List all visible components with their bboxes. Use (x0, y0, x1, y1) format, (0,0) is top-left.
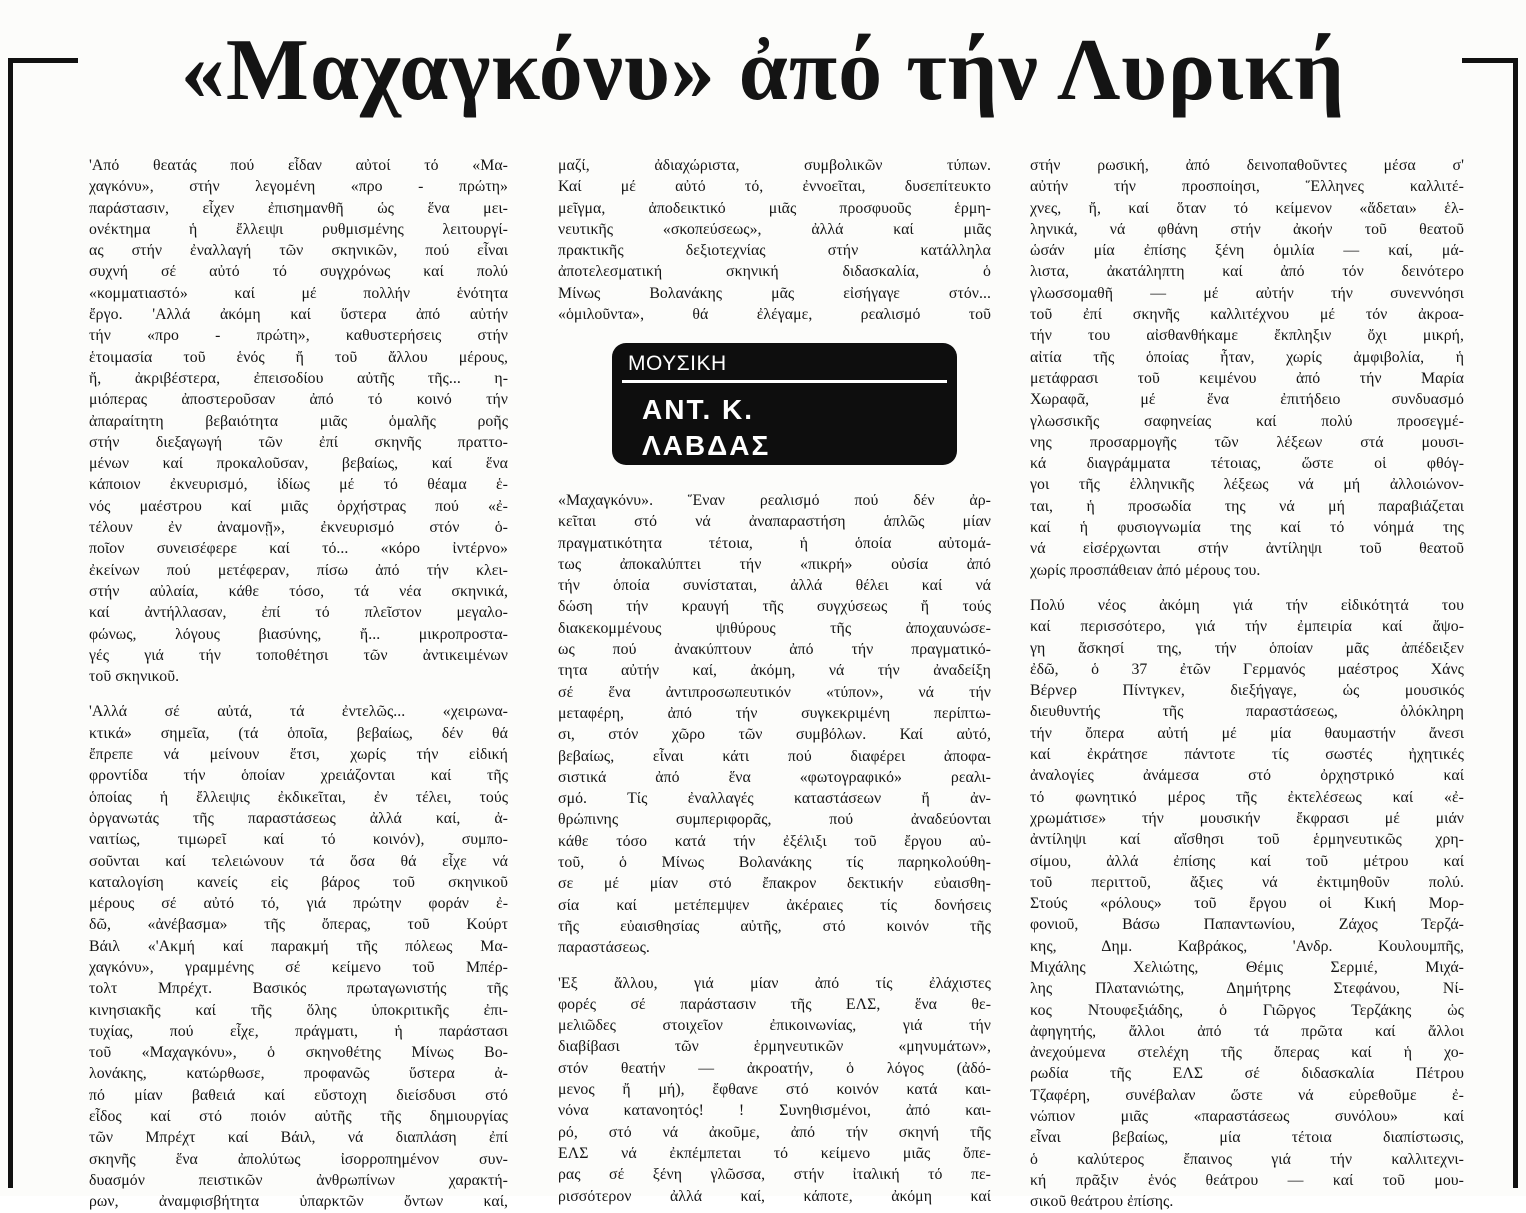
text-line: νά εἰσέρχωνται στήν ἀντίληψι τοῦ θεατοῦ (1030, 540, 1464, 558)
text-line: τως ἀποκαλύπτει τήν «πικρή» οὐσία ἀπό (558, 555, 991, 573)
headline (0, 22, 1526, 119)
text-line: ως πού ἀνακύπτουν ἀπό τήν πραγματικό- (558, 641, 991, 659)
text-line: Χωραφᾶ, μέ ἕνα ἐπιτήδειο συνδυασμό (1030, 391, 1464, 409)
text-line: νός μαέστρου καί μιᾶς ὀρχήστρας πού «ἐ- (89, 497, 508, 515)
text-line: τῶν Μπρέχτ καί Βάιλ, νά διαπλάση ἐπί (89, 1129, 508, 1147)
text-line: ἀπαραίτητη βεβαιότητα μιᾶς ὁμαλῆς ροῆς (89, 412, 508, 430)
text-line: τοῦ ἐπί σκηνῆς καλλιτέχνου μέ τόν ἀκροα- (1030, 306, 1464, 324)
text-line: σιστικά ἀπό ἕνα «φωτογραφικό» ρεαλι- (558, 768, 991, 786)
text-line: κτικά» σημεῖα, (τά ὁποῖα, βεβαίως, δέν θά (89, 724, 508, 742)
text-line: διευθυντής τῆς παραστάσεως, ὁλόκληρη (1030, 703, 1464, 721)
headline-text: «Μαχαγκόνυ» ἀπό τήν Λυρική (175, 22, 1351, 119)
text-line: τήν του αἰσθανθήκαμε ἔκπληξιν ὄχι μικρή, (1030, 327, 1464, 345)
paragraph-gap (558, 959, 991, 973)
text-line: ἤ, ἀκριβέστερα, ἐπεισοδίου αὐτῆς τῆς... η- (89, 369, 508, 387)
text-line: ται, ἡ προσωδία της νά μή παραβιάζεται (1030, 497, 1464, 515)
text-line: χαγκόνυ», γραμμένης σέ κείμενο τοῦ Μπέρ- (89, 958, 508, 976)
text-line: συχνή σέ αὐτό τό συγχρόνως καί πολύ (89, 263, 508, 281)
text-line: γλωσσομαθῆ — μέ αὐτήν τήν συνεννόησι (1030, 284, 1464, 302)
text-line: ποῖον συνεισέφερε καί τό... «κόρο ἰντέρνο» (89, 540, 508, 558)
text-line: διακεκομμένους ψιθύρους τῆς ἀποχαυνώσε- (558, 619, 991, 637)
text-line: «ὁμιλοῦντα», θά ἐλέγαμε, ρεαλισμό τοῦ (558, 306, 991, 324)
text-line: λιστα, ἀκατάληπτη καί ἀπό τόν δεινότερο (1030, 263, 1464, 281)
text-line: ἐκείνων πού μετέφεραν, πίσω ἀπό τήν κλει- (89, 561, 508, 579)
text-line: γοι τῆς ἑλληνικῆς λέξεως νά μή ἀλλοιώνον- (1030, 476, 1464, 494)
text-line: ἀφηγητής, ἄλλοι ἀπό τά πρῶτα καί ἄλλοι (1030, 1022, 1464, 1040)
text-line: τολτ Μπρέχτ. Βασικός πρωταγωνιστής τῆς (89, 980, 508, 998)
text-line: πό μίαν βαθειά καί εὔστοχη διείσδυσι στό (89, 1086, 508, 1104)
text-line: λονάκης, κατώρθωσε, προφανῶς ὕστερα ἀ- (89, 1065, 508, 1083)
text-line: κης, Δημ. Καβράκος, 'Ανδρ. Κουλουμπῆς, (1030, 937, 1464, 955)
text-line: τοῦ σκηνικοῦ. (89, 668, 180, 686)
text-line: ας στήν ἐναλλαγή τῶν σκηνικῶν, πού εἶναι (89, 242, 508, 260)
text-line: Μιχάλης Χελιώτης, Θέμις Σερμιέ, Μιχά- (1030, 958, 1464, 976)
text-line: μαζί, ἀδιαχώριστα, συμβολικῶν τύπων. (558, 157, 991, 174)
text-line: ἑτοιμασία τοῦ ἑνός ἤ τοῦ ἄλλου μέρους, (89, 348, 508, 366)
text-line: πρακτικῆς δεξιοτεχνίας στήν κατάλληλα (558, 242, 991, 260)
badge-divider (622, 380, 947, 383)
column-1 (89, 155, 508, 1213)
text-line: 'Αλλά σέ αὐτά, τά ἐντελῶς... «χειρωνα- (89, 703, 508, 721)
text-line: μεταφέρη, ἀπό τήν συγκεκριμένη περίπτω- (558, 704, 991, 722)
text-line: γη ἄσκησί της, τήν ὁποίαν μᾶς ἀπέδειξεν (1030, 639, 1464, 657)
text-line: σέ ἕνα ἀντιπροσωπευτικόν «τύπον», νά τήν (558, 683, 991, 701)
text-line: κά διαγράμματα τέτοιας, ὥστε οἱ φθόγ- (1030, 455, 1464, 473)
author-name-line-2: ΛΑΒΔΑΣ (642, 430, 771, 461)
text-line: μελιῶδες στοιχεῖον ἐπικοινωνίας, γιά τήν (558, 1017, 991, 1035)
text-line: γλωσσικῆς σαφηνείας καί πολύ προσεγμέ- (1030, 412, 1464, 430)
text-line: καταλογίση κανείς εἰς βάρος τοῦ σκηνικοῦ (89, 873, 508, 891)
text-line: μεῖγμα, ἀποδεικτικό μιᾶς προσφυοῦς ἑρμη- (558, 199, 991, 217)
paragraph-gap (89, 687, 508, 701)
text-line: φώνως, λόγους βιασύνης, ἤ... μικροπροστα- (89, 625, 508, 643)
text-line: χρωμάτισε» τήν μουσικήν ἔκφρασι μέ μιάν (1030, 809, 1464, 827)
text-line: ἀνεχούμενα στελέχη τῆς ὄπερας καί ἡ χο- (1030, 1044, 1464, 1062)
text-line: ὡσάν μία ἐπίσης ξένη ὁμιλία — καί, μά- (1030, 242, 1464, 260)
text-line: κεῖται στό νά ἀναπαραστήση ἁπλῶς μίαν (558, 513, 991, 531)
text-line: ὁποίας ἡ ἔλλειψις ἐκδικεῖται, ἐν τέλει, τούς (89, 788, 508, 806)
text-line: δῶ, «ἀνέβασμα» τῆς ὄπερας, τοῦ Κούρτ (89, 916, 508, 934)
text-line: κάποιον ἐκνευρισμό, ἰδίως μέ τό θέαμα ἑ- (89, 476, 508, 494)
column-3 (1030, 155, 1464, 1213)
text-line: παράστασιν, εἶχεν ἐπισημανθῆ ὡς ἕνα μει- (89, 199, 508, 217)
text-line: στήν ρωσική, ἀπό δεινοπαθοῦντες μέσα σ' (1030, 157, 1464, 174)
text-line: ἀναλογίες ἀνάμεσα στό ὀρχηστρικό καί (1030, 767, 1464, 785)
text-line: σία καί μετέπεμψεν ἀκέραιες τίς δονήσεις (558, 896, 991, 914)
text-line: Μίνως Βολανάκης μᾶς εἰσήγαγε στόν... (558, 284, 991, 302)
text-line: ἐδῶ, ὁ 37 ἐτῶν Γερμανός μαέστρος Χάνς (1030, 660, 1464, 678)
text-line: μένων καί προκαλοῦσαν, βεβαίως, καί ἕνα (89, 455, 508, 473)
author-badge (612, 343, 957, 465)
text-line: παραστάσεως. (558, 939, 650, 957)
text-line: σικοῦ θεάτρου ἐπίσης. (1030, 1193, 1174, 1211)
text-line: δώση τήν κραυγή τῆς συγχύσεως ἤ τούς (558, 598, 991, 616)
text-line: σμό. Τίς ἐναλλαγές καταστάσεων ἤ ἀν- (558, 790, 991, 808)
text-line: νευτικῆς «σκοπεύσεως», ἀλλά καί μιᾶς (558, 220, 991, 238)
text-line: φροντίδα τήν ὁποίαν χρειάζονται καί τῆς (89, 767, 508, 785)
text-line: ἀντίληψι καί αἴσθησι τοῦ ἑρμηνευτικῶς χρη- (1030, 831, 1464, 849)
text-line: γές γιά τήν τοποθέτησι τῶν ἀντικειμένων (89, 646, 508, 664)
text-line: στήν διεξαγωγή τῶν ἐπί σκηνῆς πραττο- (89, 433, 508, 451)
text-line: ἔργο. 'Αλλά ἀκόμη καί ὕστερα ἀπό αὐτήν (89, 306, 508, 324)
text-line: αἰτία τῆς ὁποίας ἦταν, χωρίς ἀμφιβολία, ἡ (1030, 348, 1464, 366)
text-line: δυασμόν πειστικῶν ἀνθρωπίνων χαρακτή- (89, 1171, 508, 1189)
text-line: εἶδος καί στό ποιόν αὐτῆς τῆς δημιουργίας (89, 1108, 508, 1126)
text-line: φορές σέ παράστασιν τῆς ΕΛΣ, ἕνα θε- (558, 995, 991, 1013)
author-name-line-1: ΑΝΤ. Κ. (642, 394, 755, 425)
text-line: τήν ὁποία συνίσταται, ἀλλά θέλει καί νά (558, 577, 991, 595)
text-line: κάθε τόσο κατά τήν ἐξέλιξι τοῦ ἔργου αὐ- (558, 832, 991, 850)
text-line: ρό, στό νά ἀκοῦμε, ἀπό τήν σκηνή τῆς (558, 1123, 991, 1141)
text-line: κινησιακῆς καί τῆς ὅλης ὑποκριτικῆς ἐπι- (89, 1001, 508, 1019)
text-line: σκηνῆς ἕνα ἀπολύτως ἰσορροπημένον συν- (89, 1150, 508, 1168)
column-2-top (558, 155, 991, 325)
text-line: χωρίς προσπάθειαν ἀπό μέρους του. (1030, 561, 1261, 579)
column-2 (558, 490, 991, 1207)
text-line: φονιοῦ, Βάσω Παπαντωνίου, Ζάχος Τερζά- (1030, 916, 1464, 934)
text-line: «κομματιαστό» καί μέ πολλήν ἑνότητα (89, 284, 508, 302)
text-line: καί ἀντήλλασαν, ἐπί τό πλεῖστον μεγαλο- (89, 604, 508, 622)
text-line: μέρους σέ αὐτό τό, γιά πρώτην φοράν ἐ- (89, 895, 508, 913)
text-line: ρων, ἀναμφισβήτητα ὑπαρκτῶν ὄντων καί, (89, 1193, 508, 1211)
text-line: μενος ἤ μή), ἔφθανε στό κοινόν κατά και- (558, 1081, 991, 1099)
text-line: τοῦ, ὁ Μίνως Βολανάκης τίς παρηκολούθη- (558, 854, 991, 872)
text-line: καί ἐκράτησε πάντοτε τίς σωστές ἠχητικές (1030, 746, 1464, 764)
text-line: βεβαίως, εἶναι κάτι πού διαφέρει ἀποφα- (558, 747, 991, 765)
paragraph-gap (1030, 581, 1464, 595)
text-line: τῆς εὐαισθησίας αὐτῆς, στό κοινόν τῆς (558, 917, 991, 935)
text-line: τυχίας, πού εἶχε, πράγματι, ἡ παράστασι (89, 1022, 508, 1040)
text-line: ὁ καλύτερος ἔπαινος γιά τήν καλλιτεχνι- (1030, 1150, 1464, 1168)
text-line: 'Από θεατάς πού εἶδαν αὐτοί τό «Μα- (89, 157, 508, 174)
text-line: τητα αὐτήν καί, ἀκόμη, νά τήν ἀναδείξη (558, 662, 991, 680)
text-line: ληνικά, νά φθάνη στήν ἀκοήν τοῦ θεατοῦ (1030, 220, 1464, 238)
text-line: λης Πλατανιώτης, Δημήτρης Στεφάνου, Νί- (1030, 980, 1464, 998)
text-line: ΕΛΣ νά ἐκπέμπεται τό κείμενο μιᾶς ὄπε- (558, 1144, 991, 1162)
text-line: ονέκτημα ἡ ἔλλειψι ρυθμισμένης λειτουργί- (89, 220, 508, 238)
text-line: Στούς «ρόλους» τοῦ ἔργου οἱ Κική Μορ- (1030, 895, 1464, 913)
text-line: Καί μέ αὐτό τό, ἐννοεῖται, δυσεπίτευκτο (558, 178, 991, 196)
text-line: καί ἡ φυσιογνωμία της καί τό νόημά της (1030, 519, 1464, 537)
text-line: σε μέ μίαν στό ἔπακρον δεκτικήν εὐαισθη- (558, 875, 991, 893)
text-line: «Μαχαγκόνυ». Ἕναν ρεαλισμό πού δέν ἀρ- (558, 492, 991, 509)
frame-left-rule (8, 58, 13, 1188)
text-line: τοῦ «Μαχαγκόνυ», ὁ σκηνοθέτης Μίνως Βο- (89, 1044, 508, 1062)
text-line: χαγκόνυ», στήν λεγομένη «προ - πρώτη» (89, 178, 508, 196)
text-line: τό φωνητικό μέρος τῆς ἐκτελέσεως καί «ἐ- (1030, 788, 1464, 806)
text-line: νώπιον μιᾶς «παραστάσεως συνόλου» καί (1030, 1108, 1464, 1126)
text-line: στόν θεατήν — ἀκροατήν, ὁ λόγος (ἀδό- (558, 1059, 991, 1077)
text-line: αὐτήν τήν προσποίησι, Ἕλληνες καλλιτέ- (1030, 178, 1464, 196)
text-line: σίμου, ἀλλά ἐπίσης καί τοῦ μέτρου καί (1030, 852, 1464, 870)
text-line: ναιτίως, τιμωρεῖ καί τό κοινόν), συμπο- (89, 831, 508, 849)
text-line: τέλουν ἐν ἀναμονῇ», ἐκνευρισμό στόν ὁ- (89, 519, 508, 537)
text-line: ρας σέ ξένη γλῶσσα, στήν ἰταλική τό πε- (558, 1166, 991, 1184)
text-line: κή πρᾶξιν ἑνός θεάτρου — καί τοῦ μου- (1030, 1171, 1464, 1189)
text-line: μιόπερας ἀποστεροῦσαν ἀπό τό κοινό τήν (89, 391, 508, 409)
text-line: Πολύ νέος ἀκόμη γιά τήν εἰδικότητά του (1030, 596, 1464, 614)
text-line: τήν ὄπερα αὐτή μέ μία θαυμαστήν ἄνεσι (1030, 724, 1464, 742)
text-line: θρώπινης συμπεριφορᾶς, πού ἀναδεύονται (558, 811, 991, 829)
text-line: ἀποτελεσματική σκηνική διδασκαλία, ὁ (558, 263, 991, 281)
text-line: ὀργανωτάς τῆς παραστάσεως ἀλλά καί, ἀ- (89, 809, 508, 827)
text-line: 'Εξ ἄλλου, γιά μίαν ἀπό τίς ἐλάχιστες (558, 974, 991, 992)
text-line: νης προσαρμογῆς τῶν λέξεων στά μουσι- (1030, 433, 1464, 451)
text-line: στήν αὐλαία, κάθε τόσο, τά νέα σκηνικά, (89, 582, 508, 600)
frame-right-rule (1513, 58, 1518, 1188)
text-line: τήν «προ - πρώτη», καθυστερήσεις στήν (89, 327, 508, 345)
text-line: τοῦ περιττοῦ, ἄξιες νά ἐκτιμηθοῦν πολύ. (1030, 873, 1464, 891)
text-line: μετάφρασι τοῦ κειμένου ἀπό τήν Μαρία (1030, 369, 1464, 387)
text-line: χνες, ἤ, καί ὅταν τό κείμενον «ἄδεται» ἑλ- (1030, 199, 1464, 217)
text-line: πραγματικότητα τέτοια, ἡ ὁποία αὐτομά- (558, 534, 991, 552)
text-line: κος Ντουφεξιάδης, ὁ Γιῶργος Τερζάκης ὡς (1030, 1001, 1464, 1019)
text-line: Βέρνερ Πίντγκεν, διεξήγαγε, ὡς μουσικός (1030, 682, 1464, 700)
text-line: σοῦνται καί τελειώνουν τά ὅσα θά εἶχε νά (89, 852, 508, 870)
text-line: ἔπρεπε νά μείνουν ἔτσι, χωρίς τήν εἰδική (89, 746, 508, 764)
text-line: σι, στόν χῶρο τῶν συμβόλων. Καί αὐτό, (558, 726, 991, 744)
text-line: νόνα κατανοητός! ! Συνηθισμένοι, ἀπό και- (558, 1102, 991, 1120)
text-line: εἶναι βεβαίως, μία τέτοια διαπίστωσις, (1030, 1129, 1464, 1147)
text-line: Βάιλ «'Ακμή καί παρακμή τῆς πόλεως Μα- (89, 937, 508, 955)
text-line: ρισσότερον ἀλλά καί, κάποτε, ἀκόμη καί (558, 1187, 991, 1205)
text-line: ρωδία τῆς ΕΛΣ σέ διδασκαλία Πέτρου (1030, 1065, 1464, 1083)
text-line: διαβίβασι τῶν ἑρμηνευτικῶν «μηνυμάτων», (558, 1038, 991, 1056)
text-line: καί περισσότερο, γιά τήν ἐμπειρία καί ἄψο- (1030, 618, 1464, 636)
text-line: Τζαφέρη, συνέβαλαν ὥστε νά εὑρεθοῦμε ἐ- (1030, 1086, 1464, 1104)
section-category: ΜΟΥΣΙΚΗ (628, 352, 727, 375)
